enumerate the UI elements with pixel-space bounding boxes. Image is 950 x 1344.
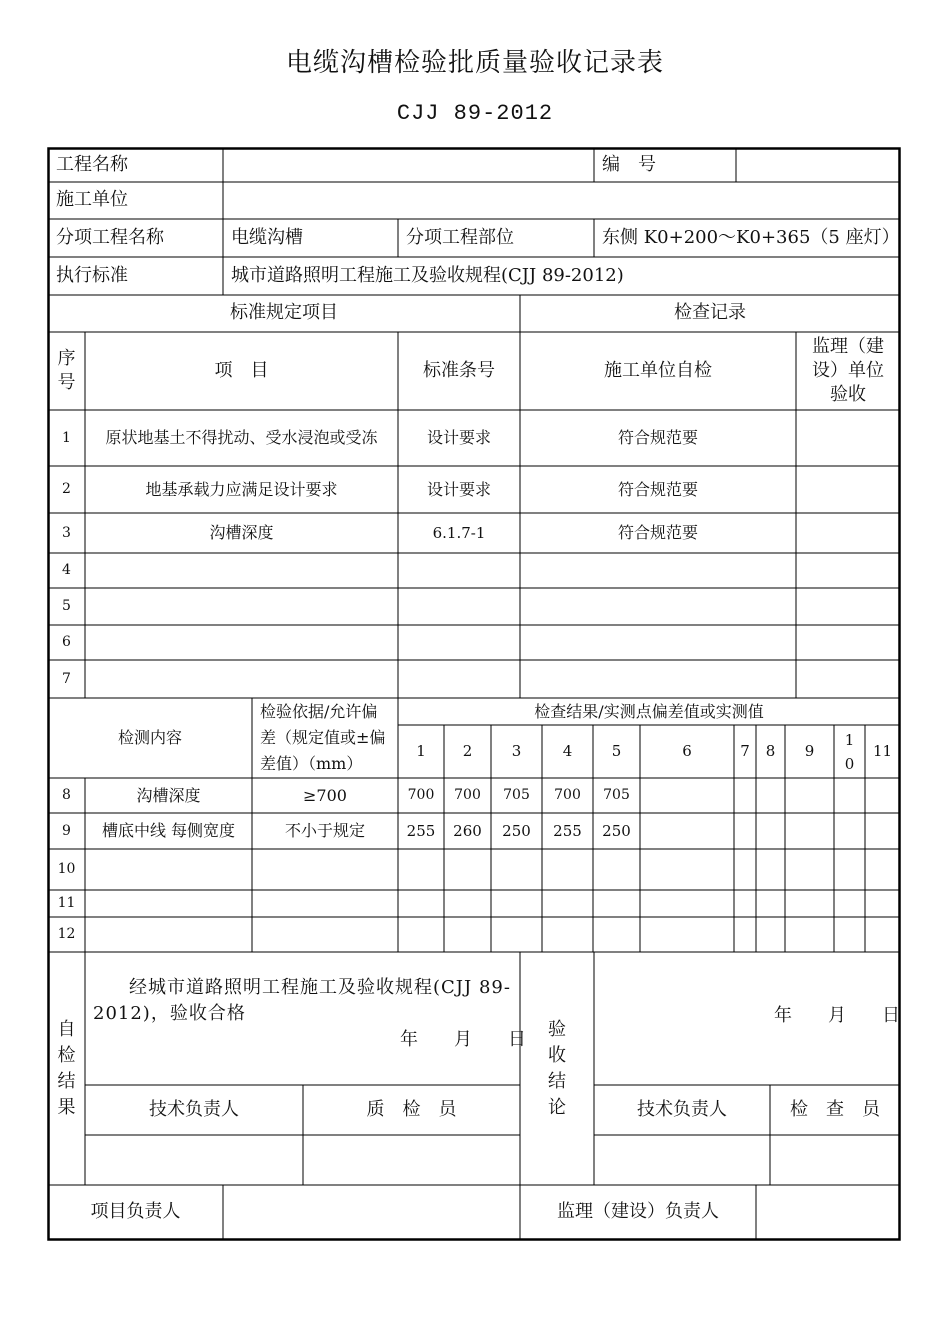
point-header: 7 <box>740 742 750 761</box>
measure-value[interactable] <box>785 778 834 813</box>
item-text: 沟槽深度 <box>209 523 274 543</box>
measure-content: 槽底中线 每侧宽度 <box>101 821 236 841</box>
self-inspector-label: 质 检 员 <box>366 1098 457 1120</box>
measure-value[interactable] <box>756 813 785 849</box>
measure-value[interactable]: 700 <box>554 787 581 804</box>
acceptance-label: 验收结论 <box>548 1018 566 1118</box>
measure-value[interactable] <box>734 778 756 813</box>
item-self-check[interactable] <box>520 588 796 625</box>
measure-value[interactable] <box>640 778 734 813</box>
check-record-header: 检查记录 <box>674 302 746 324</box>
standard-label: 执行标准 <box>56 264 128 286</box>
point-header: 5 <box>611 742 622 761</box>
supervisor-signature[interactable] <box>756 1185 900 1240</box>
item-text[interactable] <box>85 553 398 588</box>
item-supervisor[interactable] <box>796 660 900 698</box>
self-inspector-signature[interactable] <box>303 1135 520 1185</box>
measure-value[interactable]: 705 <box>503 787 530 804</box>
item-no: 5 <box>62 598 71 615</box>
point-header: 6 <box>682 742 692 761</box>
item-text[interactable] <box>85 660 398 698</box>
item-no: 6 <box>62 634 71 651</box>
item-text: 原状地基土不得扰动、受水浸泡或受冻 <box>105 428 378 448</box>
measure-basis: 不小于规定 <box>284 821 365 841</box>
project-name-label: 工程名称 <box>56 153 128 175</box>
item-no: 4 <box>62 562 71 579</box>
item-no: 7 <box>62 670 71 687</box>
measure-value[interactable]: 260 <box>453 821 482 840</box>
measure-value[interactable] <box>640 813 734 849</box>
measure-basis[interactable] <box>252 890 398 917</box>
measure-content[interactable] <box>85 917 252 952</box>
contractor-label: 施工单位 <box>56 189 128 211</box>
col-seq-header: 序号 <box>57 347 76 393</box>
measure-content[interactable] <box>85 849 252 890</box>
item-clause: 设计要求 <box>426 428 491 448</box>
measure-value[interactable] <box>785 813 834 849</box>
point-header: 3 <box>511 742 522 761</box>
acceptance-inspector-signature[interactable] <box>770 1135 900 1185</box>
item-self-check[interactable] <box>520 553 796 588</box>
measure-row-no: 12 <box>57 926 76 943</box>
item-self-check[interactable]: 符合规范要 <box>617 428 698 448</box>
self-check-date[interactable]: 年 月 日 <box>400 1028 526 1050</box>
std-items-header: 标准规定项目 <box>230 302 338 324</box>
item-clause[interactable] <box>398 588 520 625</box>
item-self-check[interactable]: 符合规范要 <box>617 523 698 543</box>
item-no: 2 <box>62 481 71 498</box>
measure-value[interactable]: 250 <box>602 821 631 840</box>
subitem-part-label: 分项工程部位 <box>406 226 514 248</box>
measure-content-header: 检测内容 <box>117 728 182 748</box>
measure-result-header: 检查结果/实测点偏差值或实测值 <box>534 701 764 721</box>
col-item-header: 项 目 <box>214 359 269 381</box>
measure-row-no: 9 <box>62 822 71 839</box>
subitem-part-value[interactable]: 东侧 K0+200～K0+365（5 座灯） <box>602 226 900 248</box>
measure-value[interactable] <box>834 778 865 813</box>
measure-value[interactable] <box>734 813 756 849</box>
measure-value[interactable] <box>756 778 785 813</box>
acceptance-tech-lead-signature[interactable] <box>594 1135 770 1185</box>
item-supervisor[interactable] <box>796 588 900 625</box>
standard-code: CJJ 89-2012 <box>396 101 554 126</box>
acceptance-inspector-label: 检 查 员 <box>790 1098 880 1120</box>
item-supervisor[interactable] <box>796 466 900 513</box>
measure-basis[interactable] <box>252 849 398 890</box>
item-clause: 设计要求 <box>426 479 491 499</box>
item-text[interactable] <box>85 588 398 625</box>
document-title: 电缆沟槽检验批质量验收记录表 <box>285 48 664 78</box>
item-clause[interactable] <box>398 660 520 698</box>
measure-row-no: 10 <box>57 861 76 878</box>
item-no: 3 <box>62 524 71 541</box>
point-header: 8 <box>765 742 776 761</box>
item-supervisor[interactable] <box>796 553 900 588</box>
point-header: 4 <box>562 742 573 761</box>
measure-value[interactable]: 700 <box>454 787 481 804</box>
supervisor-label: 监理（建设）负责人 <box>557 1201 719 1223</box>
project-manager-signature[interactable] <box>223 1185 520 1240</box>
measure-basis: ≥700 <box>303 785 347 805</box>
item-clause: 6.1.7-1 <box>432 523 486 542</box>
self-check-label: 自检结果 <box>57 1018 76 1118</box>
subitem-name-label: 分项工程名称 <box>56 226 164 248</box>
point-header: 11 <box>872 742 893 761</box>
item-self-check[interactable]: 符合规范要 <box>617 479 698 499</box>
item-no: 1 <box>62 429 71 446</box>
point-header: 9 <box>804 742 815 761</box>
item-clause[interactable] <box>398 625 520 660</box>
acceptance-tech-lead-label: 技术负责人 <box>637 1098 727 1120</box>
item-supervisor[interactable] <box>796 625 900 660</box>
project-name-value[interactable] <box>223 148 594 182</box>
measure-basis-header: 检验依据/允许偏差（规定值或±偏差值）（mm） <box>260 702 386 773</box>
subitem-name-value[interactable]: 电缆沟槽 <box>231 226 303 248</box>
measure-basis[interactable] <box>252 917 398 952</box>
measure-value[interactable]: 705 <box>603 787 630 804</box>
item-text[interactable] <box>85 625 398 660</box>
measure-content[interactable] <box>85 890 252 917</box>
self-tech-lead-label: 技术负责人 <box>149 1098 239 1120</box>
measure-row-no: 11 <box>57 895 76 912</box>
acceptance-date[interactable]: 年 月 日 <box>774 1004 900 1026</box>
standard-value[interactable]: 城市道路照明工程施工及验收规程(CJJ 89-2012) <box>231 264 624 286</box>
col-clause-header: 标准条号 <box>423 359 495 381</box>
serial-number-label: 编 号 <box>602 153 656 175</box>
measure-value[interactable]: 700 <box>407 787 435 804</box>
col-self-check-header: 施工单位自检 <box>604 359 712 381</box>
item-supervisor[interactable] <box>796 410 900 466</box>
measure-value[interactable]: 255 <box>553 821 582 840</box>
item-text: 地基承载力应满足设计要求 <box>145 479 338 499</box>
measure-content: 沟槽深度 <box>136 785 201 805</box>
self-tech-lead-signature[interactable] <box>85 1135 303 1185</box>
measure-row-no: 8 <box>62 787 71 804</box>
col-supervisor-header: 监理（建设）单位验收 <box>812 335 884 406</box>
measure-value[interactable] <box>834 813 865 849</box>
point-header: 2 <box>462 742 473 761</box>
contractor-value[interactable] <box>223 182 900 219</box>
measure-value[interactable] <box>865 813 900 849</box>
serial-number-value[interactable] <box>736 148 900 182</box>
project-manager-label: 项目负责人 <box>90 1201 181 1223</box>
item-supervisor[interactable] <box>796 513 900 553</box>
measure-value[interactable]: 250 <box>502 821 531 840</box>
self-check-text: 经城市道路照明工程施工及验收规程(CJJ 89-2012)，验收合格 <box>93 977 511 1024</box>
point-header: 1 <box>416 742 426 761</box>
item-clause[interactable] <box>398 553 520 588</box>
measure-value[interactable] <box>865 778 900 813</box>
measure-value[interactable]: 255 <box>406 821 436 840</box>
item-self-check[interactable] <box>520 660 796 698</box>
item-self-check[interactable] <box>520 625 796 660</box>
point-header: 10 <box>844 730 855 773</box>
